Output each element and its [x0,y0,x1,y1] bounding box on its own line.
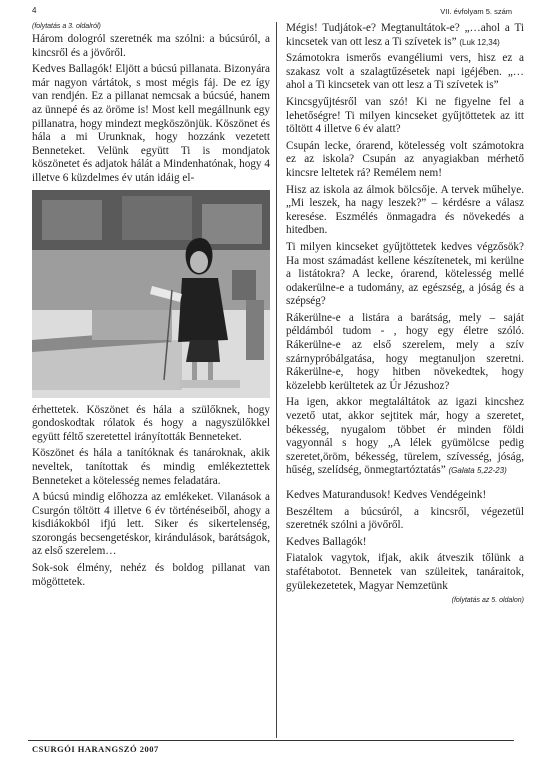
page-header [0,4,542,18]
paragraph: Beszéltem a búcsúról, a kincsről, végezetül szeretnék szólni a jövőről. [286,505,524,532]
paragraph: Rákerülne-e a listára a barátság, mely – saját példámból tudom - , hogy egy életre szóló. Rákerülne-e az első szerelem, mely a szív szárnypróbálgatása, hogy megtanuljon szeretni. Rákerülne-e, hogy hitben növekedtek, hogy közelebb kerültetek az Úr Jézushoz? [286,311,524,392]
continued-to-note: (folytatás az 5. oldalon) [451,597,524,605]
paragraph: Kedves Maturandusok! Kedves Vendégeink! [286,489,487,501]
right-column [286,22,524,730]
paragraph: Fiatalok vagytok, ifjak, akik átveszik tőlünk a stafétabotot. Bennetek van szüleitek, tanáraitok, gyülekezetetek, Magyar Nemzetünk [286,552,524,592]
paragraph: Sok-sok élmény, nehéz és boldog pillanat van mögöttetek. [32,562,270,588]
continued-from-note: (folytatás a 3. oldalról) [32,23,101,30]
paragraph: Kedves Ballagók! [286,535,367,548]
paragraph: Számotokra ismerős evangéliumi vers, hisz ez a szakasz volt a szalagtűzésetek napi igéjében. „…ahol a Ti kincsetek van ott lesz a Ti szívetek is” [286,52,524,92]
paragraph: érhettetek. Köszönet és hála a szülőknek, hogy gondoskodtak rólatok és hogy a nagyszülőkkel együtt féltő szeretettel irányították Benneteket. [32,403,270,443]
paragraph: Köszönet és hála a tanítóknak és tanároknak, akik neveltek, tanítottak és mindig emlékeztettek Benneteket a kötelesség nemes feladatára. [32,447,270,487]
left-column [32,22,270,730]
paragraph: A búcsú mindig előhozza az emlékeket. Vilanások a Csurgón töltött 4 illetve 6 év történéseiből, ahogy a kisdiákokból ifjú lett. Siker és sikertelenség, szorongás becsengetéskor, kirándulások, barátságok, az első szerelem… [32,491,270,558]
quote-text: Ha igen, akkor megtaláltátok az igazi kincshez vezető utat, akkor sejtitek már, hogy a szeretet, békesség, nyugalom többet ér minden földi vagyonnál s hogy „A lélek gyümölcse pedig szeretet,öröm, békesség, türelem, szívesség, jóság, hűség, szelídség, önmegtartóztatás” [286,396,524,477]
bible-reference: (Luk 12,34) [459,37,500,47]
ceremony-photo [32,190,270,398]
issue-label: VII. évfolyam 5. szám [440,7,512,16]
paragraph: Három dologról szeretnék ma szólni: a búcsúról, a kincsről és a jövőről. [32,33,270,59]
paragraph: Csupán lecke, órarend, kötelesség volt számotokra ez az iskola? Csupán az anyagiakban mérhető kincsre leltetek rá? Remélem nem! [286,139,524,179]
publication-footer: CSURGÓI HARANGSZÓ 2007 [32,744,159,754]
page-number: 4 [32,6,37,15]
paragraph: Kincsgyűjtésről van szó! Ki ne figyelne fel a lehetőségre! Ti milyen kincseket gyűjtöttetek az itt töltött 4 illetve 6 év alatt? [286,95,524,136]
quote-text: Mégis! Tudjátok-e? Megtanultátok-e? „…ahol a Ti kincsetek van ott lesz a Ti szívetek is” [286,22,524,48]
paragraph: Kedves Ballagók! Eljött a búcsú pillanata. Bizonyára már nagyon vártátok, s most mégis fáj. De ez így van rendjén. Ez a pillanat nemcsak a búcsúé, hanem az ünnepé és az öröme is! Most kell megállnunk egy pillanatra, hogy mindezt megköszönjük. Köszönet és hála a mi Urunknak, hogy hozzánk vezetett Benneteket. Velünk együtt Ti is mondjatok köszönetet és adjatok hálát a Mindenhatónak, hogy 4 illetve 6 küzdelmes év után idáig el- [32,63,270,184]
footer-rule [28,740,514,741]
paragraph-with-ref [286,396,524,478]
bible-reference: (Galata 5,22-23) [448,466,507,476]
speaker-at-podium-image [32,190,270,398]
paragraph: Ti milyen kincseket gyűjtöttetek kedves végzősök? Ha most számadást kellene készítenetek, mi kerülne a listátokra? A lecke, órarend, kötelesség mellé odakerülne-e a tudomány, az egészség, a jóság és a szépség? [286,240,524,308]
column-divider [276,22,277,738]
paragraph: Hisz az iskola az álmok bölcsője. A tervek műhelye. „Mi leszek, ha nagy leszek?” – kérdésre a válasz keresése. Eszmélés önmagadra és növekedés a hitedben. [286,183,524,237]
paragraph-with-ref [286,22,524,49]
